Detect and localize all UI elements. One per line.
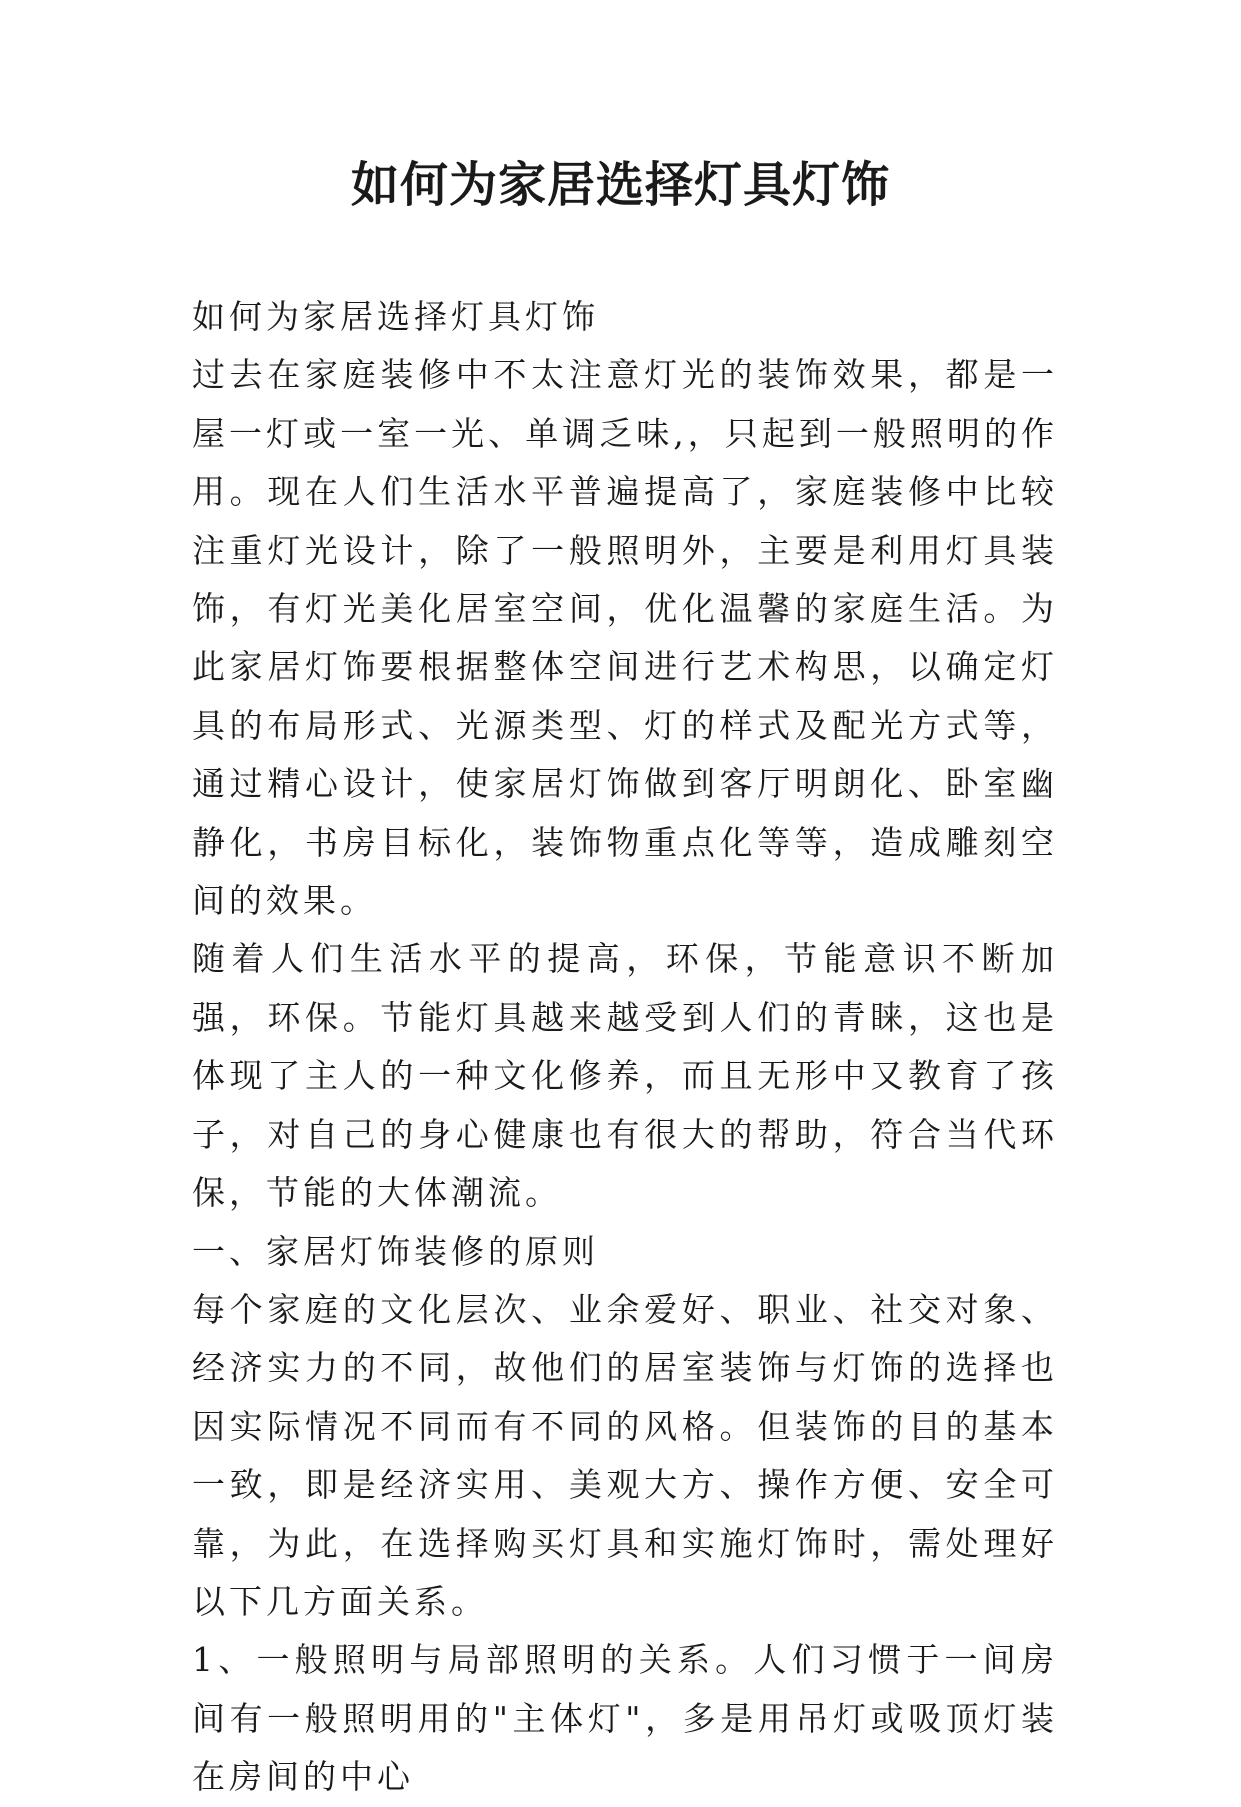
paragraph-intro: 过去在家庭装修中不太注意灯光的装饰效果，都是一屋一灯或一室一光、单调乏味,，只起到一般照明的作用。现在人们生活水平普遍提高了，家庭装修中比较注重灯光设计，除了一般照明外，主要是利用灯具装饰，有灯光美化居室空间，优化温馨的家庭生活。为此家居灯饰要根据整体空间进行艺术构思，以确定灯具的布局形式、光源类型、灯的样式及配光方式等，通过精心设计，使家居灯饰做到客厅明朗化、卧室幽静化，书房目标化，装饰物重点化等等，造成雕刻空间的效果。 xyxy=(192,355,1058,921)
document-body xyxy=(192,288,1058,1807)
paragraph-lighting-relation: 1、一般照明与局部照明的关系。人们习惯于一间房间有一般照明用的"主体灯"，多是用吊灯或吸顶灯装在房间的中心 xyxy=(192,1640,1058,1797)
paragraph-subtitle: 如何为家居选择灯具灯饰 xyxy=(192,297,599,336)
section-heading-principles: 一、家居灯饰装修的原则 xyxy=(192,1231,599,1271)
paragraph-principles: 每个家庭的文化层次、业余爱好、职业、社交对象、经济实力的不同，故他们的居室装饰与灯饰的选择也因实际情况不同而有不同的风格。但装饰的目的基本一致，即是经济实用、美观大方、操作方便、安全可靠，为此，在选择购买灯具和实施灯饰时，需处理好以下几方面关系。 xyxy=(192,1289,1058,1621)
paragraph-environment: 随着人们生活水平的提高，环保，节能意识不断加强，环保。节能灯具越来越受到人们的青睐，这也是体现了主人的一种文化修养，而且无形中又教育了孩子，对自己的身心健康也有很大的帮助，符合当代环保，节能的大体潮流。 xyxy=(192,939,1058,1213)
document-title: 如何为家居选择灯具灯饰 xyxy=(350,157,890,213)
